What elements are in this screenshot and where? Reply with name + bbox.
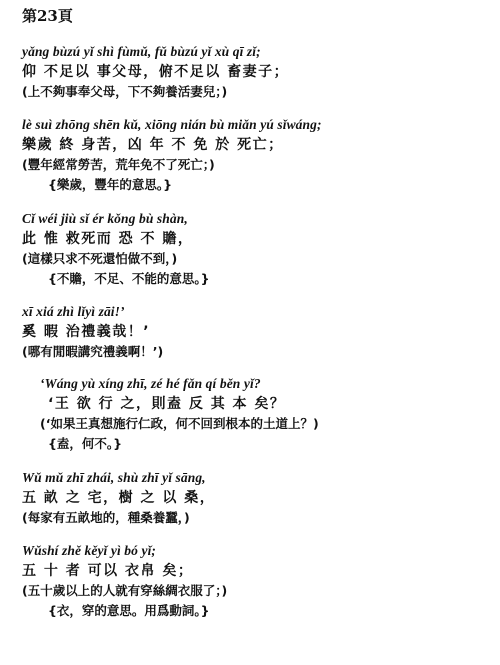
pinyin-line: yǎng bùzú yǐ shì fùmǔ, fǔ bùzú yǐ xù qī zǐ; [22, 44, 261, 59]
translation-line: (豐年經常勞苦，荒年免不了死亡；) [22, 157, 215, 172]
pinyin-line: lè suì zhōng shēn kǔ, xiōng nián bù miǎn yú sǐwáng; [22, 117, 322, 132]
vocabulary-note: {衣，穿的意思。用爲動詞。} [48, 603, 210, 618]
translation-line: (每家有五畝地的，種桑養蠶，) [22, 510, 190, 525]
translation-line: (五十歲以上的人就有穿絲綢衣服了；) [22, 583, 228, 598]
chinese-line: 五 畝 之 宅，樹 之 以 桑， [22, 490, 216, 506]
chinese-line: 樂歲 終 身苦，凶 年 不 免 於 死亡； [22, 137, 284, 153]
pinyin-line: ‘Wáng yù xíng zhī, zé hé fǎn qí běn yǐ? [40, 376, 261, 391]
pinyin-line: Cǐ wéi jiù sǐ ér kǒng bù shàn, [22, 211, 188, 226]
chinese-line: ‘王 欲 行 之，則盍 反 其 本 矣？ [48, 396, 286, 412]
chinese-line: 此 惟 救死而 恐 不 贍， [22, 231, 194, 247]
chinese-line: 仰 不足以 事父母，俯不足以 畜妻子； [22, 64, 290, 80]
pinyin-line: Wǔshí zhě kěyǐ yì bó yǐ; [22, 543, 157, 558]
chinese-line: 五 十 者 可以 衣帛 矣； [22, 563, 194, 579]
translation-line: (上不夠事奉父母，下不夠養活妻兒；) [22, 84, 228, 99]
pinyin-line: Wǔ mǔ zhī zhái, shù zhī yǐ sāng, [22, 470, 206, 485]
translation-line: (這樣只求不死還怕做不到，) [22, 251, 178, 266]
chinese-line: 奚 暇 治禮義哉！’ [22, 324, 151, 340]
translation-line: (哪有閒暇講究禮義啊！’) [22, 344, 164, 359]
vocabulary-note: {盍，何不。} [48, 436, 123, 451]
pinyin-line: xī xiá zhì lǐyì zāi!’ [22, 304, 125, 319]
vocabulary-note: {樂歲，豐年的意思。} [48, 177, 173, 192]
vocabulary-note: {不贍，不足、不能的意思。} [48, 271, 210, 286]
page-header: 第23頁 [22, 7, 73, 25]
translation-line: (‘如果王真想施行仁政，何不回到根本的土道上？) [40, 416, 319, 431]
